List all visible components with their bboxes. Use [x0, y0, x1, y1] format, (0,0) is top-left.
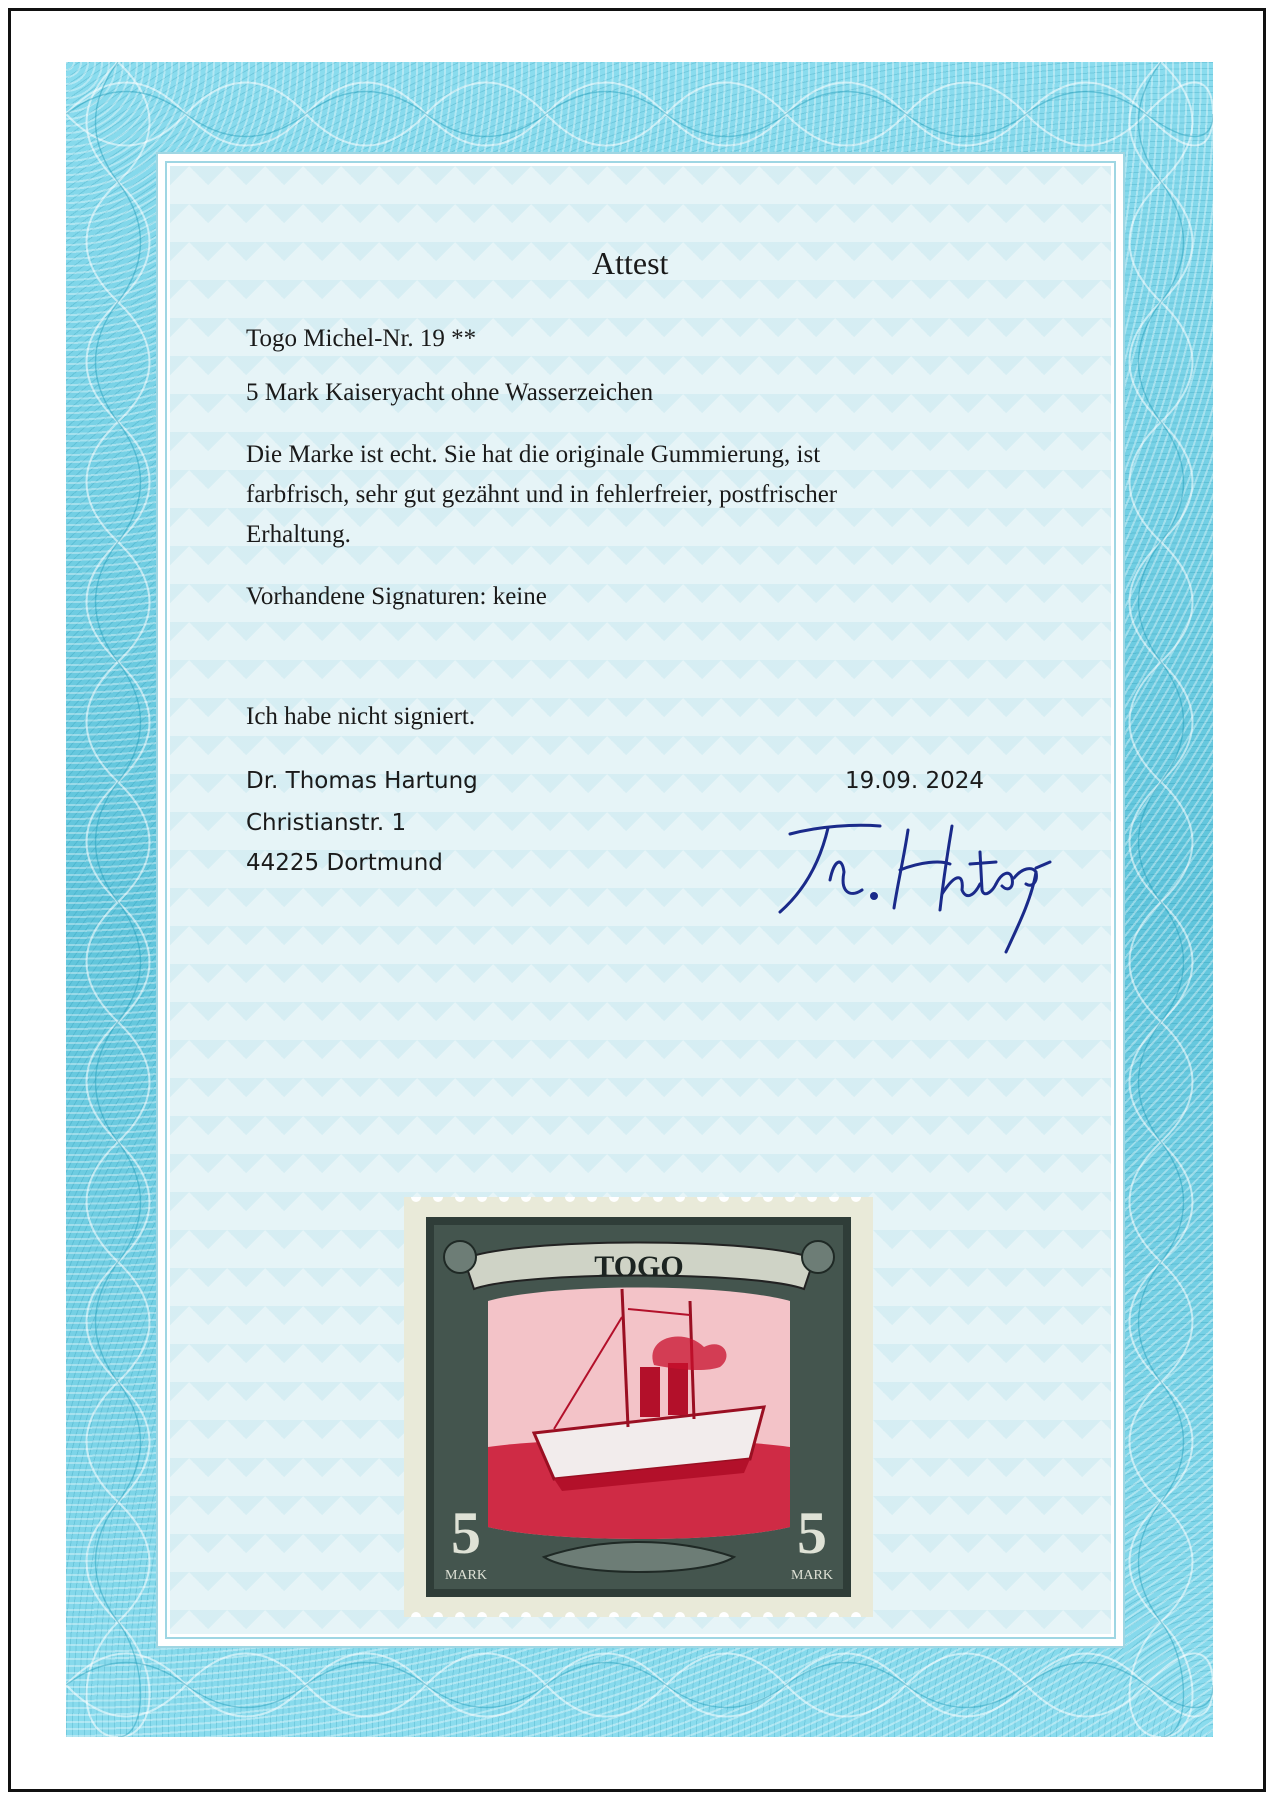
assessment-line-1: Die Marke ist echt. Sie hat die originale Gummierung, ist: [246, 441, 821, 468]
stamp-country: TOGO: [594, 1250, 684, 1283]
certificate-date: 19.09. 2024: [845, 768, 984, 794]
stamp-illustration: [404, 1197, 873, 1617]
signed-statement: Ich habe nicht signiert.: [246, 703, 476, 730]
stamp-value-left: 5: [451, 1500, 481, 1566]
stamp-currency-left: MARK: [444, 1568, 488, 1583]
signatures-line: Vorhandene Signaturen: keine: [246, 583, 547, 610]
assessment-line-3: Erhaltung.: [246, 521, 351, 548]
handwritten-signature: [770, 812, 1070, 962]
expert-name: Dr. Thomas Hartung: [246, 768, 478, 794]
assessment-line-2: farbfrisch, sehr gut gezähnt und in fehlerfreier, postfrischer: [246, 481, 838, 508]
expert-city: 44225 Dortmund: [246, 850, 443, 876]
certificate-title: Attest: [592, 245, 669, 281]
item-line: Togo Michel-Nr. 19 **: [246, 325, 477, 352]
stamp-currency-right: MARK: [790, 1568, 834, 1583]
stamp-image: [404, 1197, 873, 1617]
description-line: 5 Mark Kaiseryacht ohne Wasserzeichen: [246, 379, 654, 406]
stamp-value-right: 5: [797, 1500, 827, 1566]
expert-street: Christianstr. 1: [246, 810, 407, 836]
